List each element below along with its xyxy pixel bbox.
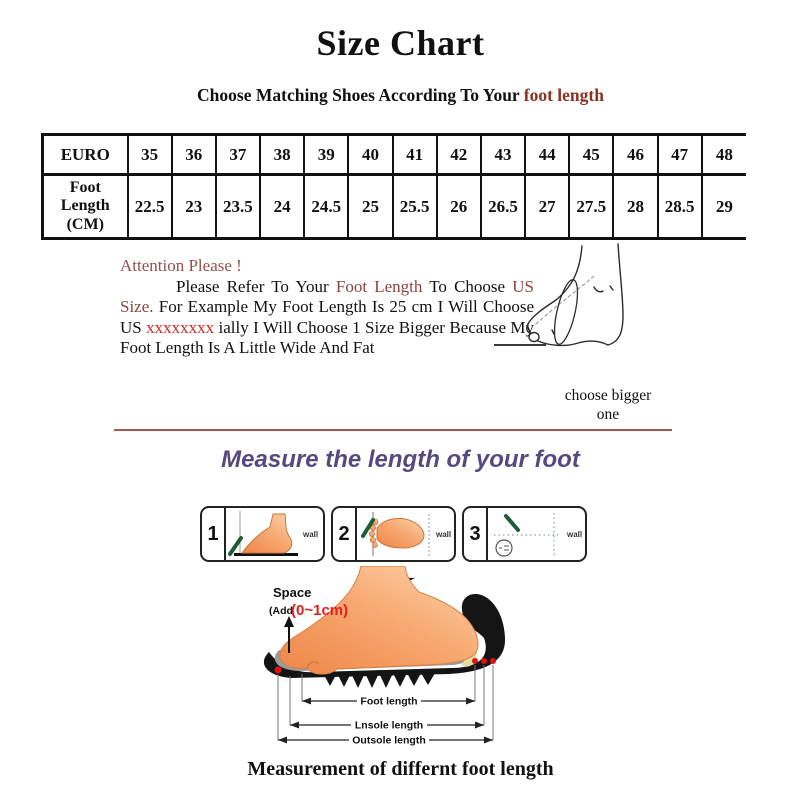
pointer-line: [494, 344, 546, 346]
page-title: Size Chart: [316, 23, 485, 63]
attention-segment-foot-length: Foot Length: [335, 276, 423, 296]
measure-section-heading: Measure the length of your foot: [221, 446, 580, 473]
foot-length-cm: 25.5: [393, 175, 437, 239]
foot-length-cm: 28.5: [658, 175, 702, 239]
step-number: 2: [338, 522, 350, 545]
euro-size: 43: [481, 135, 525, 175]
euro-size: 39: [304, 135, 348, 175]
measure-steps: [200, 506, 587, 562]
foot-side-measure-illustration: [226, 508, 323, 560]
foot-length-cm: 29: [702, 175, 746, 239]
foot-length-cm: 23: [172, 175, 216, 239]
foot-length-cm: 24.5: [304, 175, 348, 239]
foot-length-cm: 23.5: [216, 175, 260, 239]
step-panel-1: [200, 506, 325, 562]
attention-segment: To Choose: [422, 276, 513, 296]
step-panel-3: [462, 506, 587, 562]
wall-label: wall: [436, 530, 452, 539]
attention-heading: Attention Please !: [120, 256, 242, 275]
foot-length-cm: 27.5: [569, 175, 613, 239]
euro-size: 37: [216, 135, 260, 175]
attention-paragraph: [120, 277, 534, 359]
step-number: 1: [207, 522, 219, 545]
tape-measure-icon: [496, 540, 512, 556]
table-row-euro: [43, 135, 747, 175]
euro-row-header: EURO: [43, 135, 128, 175]
euro-size: 48: [702, 135, 746, 175]
foot-in-shoe-diagram: [253, 566, 587, 756]
heel-dot: [481, 658, 487, 664]
attention-segment: ially I Will Choose 1 Size Bigger Because My Foot Length Is A Little Wide And Fat: [120, 317, 534, 358]
section-divider-line: [114, 429, 672, 431]
attention-segment-us-size: US Size.: [120, 276, 534, 317]
foot: [280, 566, 478, 674]
attention-note: [120, 256, 534, 359]
diagram-caption: Measurement of differnt foot length: [247, 758, 554, 780]
euro-size: 46: [613, 135, 657, 175]
measure-distance-illustration: [488, 508, 585, 560]
choose-bigger-note: choose bigger one: [564, 387, 652, 424]
step-panel-2: [331, 506, 456, 562]
euro-size: 35: [128, 135, 172, 175]
foot-length-label: Foot length: [360, 695, 418, 708]
foot-length-cm: 27: [525, 175, 569, 239]
subtitle-text: Choose Matching Shoes According To Your: [197, 85, 524, 105]
euro-size: 42: [437, 135, 481, 175]
foot-length-cm: 28: [613, 175, 657, 239]
euro-size: 47: [658, 135, 702, 175]
heel-dot: [472, 658, 478, 664]
outsole-length-label: Outsole length: [352, 734, 426, 747]
space-range-label: (0~1cm): [291, 602, 349, 619]
foot-length-row-header: Foot Length (CM): [43, 175, 128, 239]
wall-label: wall: [303, 530, 319, 539]
toe-dot: [275, 667, 282, 674]
wall-label: wall: [567, 530, 583, 539]
euro-size: 40: [348, 135, 392, 175]
page-subtitle: [0, 85, 801, 106]
attention-segment-redacted: xxxxxxxx: [146, 317, 215, 337]
heel-dot: [490, 658, 496, 664]
foot-sole-measure-illustration: [357, 508, 454, 560]
euro-size: 38: [260, 135, 304, 175]
foot-length-cm: 24: [260, 175, 304, 239]
euro-size: 41: [393, 135, 437, 175]
foot-length-cm: 22.5: [128, 175, 172, 239]
foot-length-cm: 26.5: [481, 175, 525, 239]
euro-size: 44: [525, 135, 569, 175]
attention-segment: For Example My Foot Length Is 25 cm I Will Choose US: [120, 297, 534, 337]
foot-length-cm: 26: [437, 175, 481, 239]
euro-size: 36: [172, 135, 216, 175]
foot-sketch-illustration: [522, 242, 672, 370]
subtitle-accent: foot length: [523, 85, 604, 105]
attention-segment: Please Refer To Your: [176, 276, 336, 296]
space-label: Space: [273, 585, 312, 600]
space-add-label: (Add: [269, 605, 293, 617]
foot-length-cm: 25: [348, 175, 392, 239]
step-number: 3: [469, 522, 481, 545]
green-marker-icon: [506, 516, 518, 530]
insole-length-label: Lnsole length: [354, 719, 424, 732]
euro-size: 45: [569, 135, 613, 175]
table-row-foot-length: [43, 175, 747, 239]
size-table: [41, 133, 746, 240]
green-marker-icon: [230, 538, 241, 554]
